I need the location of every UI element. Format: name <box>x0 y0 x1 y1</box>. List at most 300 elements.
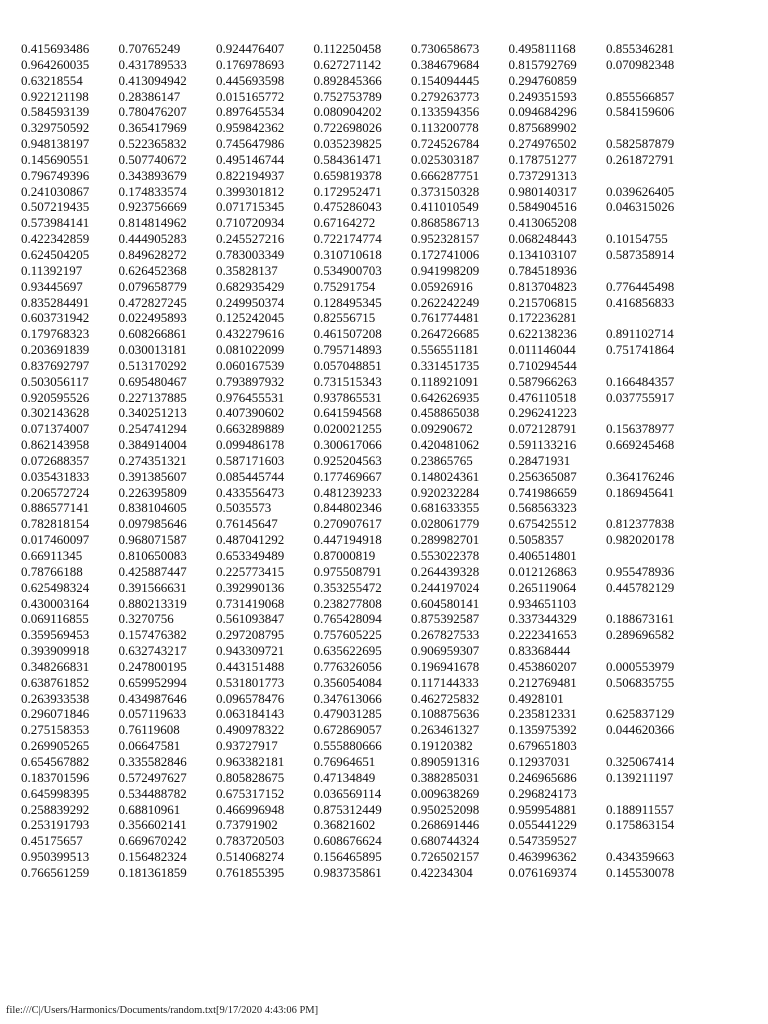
number-cell: 0.340251213 <box>118 405 187 421</box>
number-cell: 0.472827245 <box>118 294 187 310</box>
number-cell: 0.782818154 <box>21 516 90 532</box>
number-cell: 0.70765249 <box>118 41 181 56</box>
number-cell: 0.268691446 <box>411 817 480 833</box>
number-cell: 0.487041292 <box>216 532 285 548</box>
number-cell: 0.275158353 <box>21 722 90 738</box>
number-row <box>21 675 721 691</box>
number-cell: 0.561093847 <box>216 611 285 627</box>
number-cell: 0.347613066 <box>313 690 382 706</box>
number-cell: 0.012126863 <box>508 563 577 579</box>
number-cell: 0.072688357 <box>21 452 90 468</box>
number-cell: 0.982020178 <box>606 532 675 548</box>
page-footer: file:///C|/Users/Harmonics/Documents/random.txt[9/17/2020 4:43:06 PM] <box>6 1005 319 1016</box>
number-row <box>21 643 721 659</box>
number-cell: 0.046315026 <box>606 199 675 215</box>
number-cell: 0.36821602 <box>313 817 376 833</box>
number-cell: 0.261872791 <box>606 151 675 167</box>
number-cell: 0.812377838 <box>606 516 675 532</box>
number-cell: 0.249351593 <box>508 88 577 104</box>
number-cell: 0.128495345 <box>313 294 382 310</box>
number-cell: 0.069116855 <box>21 611 89 627</box>
number-cell: 0.125242045 <box>216 310 285 326</box>
number-row <box>21 516 721 532</box>
number-cell: 0.176978693 <box>216 56 285 72</box>
number-cell: 0.776326056 <box>313 658 382 674</box>
number-cell: 0.076169374 <box>508 864 577 880</box>
number-cell: 0.66911345 <box>21 548 83 563</box>
number-row <box>21 817 721 833</box>
number-cell: 0.663289889 <box>216 421 285 437</box>
number-cell: 0.068248443 <box>508 231 577 247</box>
number-cell: 0.680744324 <box>411 833 480 849</box>
number-cell: 0.45175657 <box>21 833 83 849</box>
number-cell: 0.587171603 <box>216 452 285 468</box>
number-cell: 0.300617066 <box>313 437 382 453</box>
number-cell: 0.626452368 <box>118 262 187 278</box>
number-cell: 0.805828675 <box>216 769 285 785</box>
number-cell: 0.466996948 <box>216 801 285 817</box>
number-row <box>21 865 721 881</box>
number-cell: 0.434987646 <box>118 690 187 706</box>
number-cell: 0.135975392 <box>508 722 577 738</box>
number-cell: 0.028061779 <box>411 516 480 532</box>
number-cell: 0.117144333 <box>411 674 479 690</box>
number-cell: 0.145690551 <box>21 151 90 167</box>
number-cell: 0.461507208 <box>313 326 382 342</box>
number-cell: 0.572497627 <box>118 769 187 785</box>
number-row <box>21 215 721 231</box>
number-cell: 0.950399513 <box>21 849 90 865</box>
number-cell: 0.297208795 <box>216 627 285 643</box>
number-cell: 0.172741006 <box>411 246 480 262</box>
number-cell: 0.659952994 <box>118 674 187 690</box>
number-cell: 0.212769481 <box>508 674 577 690</box>
number-cell: 0.547359527 <box>508 833 577 849</box>
number-cell: 0.037755917 <box>606 389 675 405</box>
number-cell: 0.348266831 <box>21 658 90 674</box>
number-cell: 0.262242249 <box>411 294 480 310</box>
number-cell: 0.000553979 <box>606 658 675 674</box>
number-cell: 0.203691839 <box>21 342 90 358</box>
number-cell: 0.183701596 <box>21 769 90 785</box>
number-cell: 0.83368444 <box>508 643 571 659</box>
number-cell: 0.244197024 <box>411 579 480 595</box>
number-cell: 0.731515343 <box>313 373 382 389</box>
number-cell: 0.514068274 <box>216 849 285 865</box>
number-cell: 0.188911557 <box>606 801 674 817</box>
number-cell: 0.751741864 <box>606 342 675 358</box>
number-cell: 0.625837129 <box>606 706 675 722</box>
number-cell: 0.722698026 <box>313 120 382 136</box>
number-cell: 0.573984141 <box>21 215 90 231</box>
number-row <box>21 706 721 722</box>
number-row <box>21 833 721 849</box>
number-cell: 0.75291754 <box>313 278 376 294</box>
number-row <box>21 691 721 707</box>
number-row <box>21 754 721 770</box>
number-cell: 0.264439328 <box>411 563 480 579</box>
number-cell: 0.513170292 <box>118 357 187 373</box>
number-row <box>21 358 721 374</box>
number-cell: 0.172236281 <box>508 310 577 326</box>
number-cell: 0.269905265 <box>21 738 90 754</box>
number-cell: 0.632743217 <box>118 643 187 659</box>
number-cell: 0.4928101 <box>508 690 564 706</box>
number-cell: 0.855566857 <box>606 88 675 104</box>
number-cell: 0.177469667 <box>313 468 382 484</box>
number-cell: 0.247800195 <box>118 658 187 674</box>
number-cell: 0.258839292 <box>21 801 90 817</box>
number-cell: 0.289696582 <box>606 627 675 643</box>
number-row <box>21 263 721 279</box>
number-cell: 0.263461327 <box>411 722 480 738</box>
number-cell: 0.081022099 <box>216 342 285 358</box>
number-cell: 0.892845366 <box>313 72 382 88</box>
number-cell: 0.296071846 <box>21 706 90 722</box>
number-cell: 0.983735861 <box>313 864 382 880</box>
number-cell: 0.722174774 <box>313 231 382 247</box>
number-cell: 0.976455531 <box>216 389 285 405</box>
number-cell: 0.531801773 <box>216 674 285 690</box>
number-cell: 0.948138197 <box>21 136 90 152</box>
number-cell: 0.796749396 <box>21 167 90 183</box>
number-cell: 0.264726685 <box>411 326 480 342</box>
number-row <box>21 421 721 437</box>
number-cell: 0.627271142 <box>313 56 382 72</box>
number-cell: 0.67164272 <box>313 215 376 231</box>
number-cell: 0.641594568 <box>313 405 382 421</box>
number-cell: 0.78766188 <box>21 563 83 579</box>
number-row <box>21 342 721 358</box>
number-cell: 0.862143958 <box>21 437 90 453</box>
number-row <box>21 279 721 295</box>
number-cell: 0.980140317 <box>508 183 577 199</box>
number-cell: 0.490978322 <box>216 722 285 738</box>
number-cell: 0.875689902 <box>508 120 577 136</box>
number-cell: 0.071715345 <box>216 199 285 215</box>
number-cell: 0.891102714 <box>606 326 674 342</box>
number-cell: 0.19120382 <box>411 738 473 754</box>
number-cell: 0.256365087 <box>508 468 577 484</box>
number-cell: 0.249950374 <box>216 294 285 310</box>
number-cell: 0.434359663 <box>606 849 675 865</box>
number-cell: 0.094684296 <box>508 104 577 120</box>
number-row <box>21 580 721 596</box>
number-cell: 0.011146044 <box>508 342 576 358</box>
number-cell: 0.950252098 <box>411 801 480 817</box>
number-cell: 0.039626405 <box>606 183 675 199</box>
number-cell: 0.310710618 <box>313 246 382 262</box>
number-cell: 0.296824173 <box>508 785 577 801</box>
number-cell: 0.072128791 <box>508 421 577 437</box>
number-cell: 0.10154755 <box>606 231 668 247</box>
number-cell: 0.765428094 <box>313 611 382 627</box>
number-cell: 0.73791902 <box>216 817 278 833</box>
number-cell: 0.776445498 <box>606 278 675 294</box>
number-cell: 0.844802346 <box>313 500 382 516</box>
number-cell: 0.906959307 <box>411 643 480 659</box>
number-row <box>21 405 721 421</box>
number-cell: 0.156465895 <box>313 849 382 865</box>
number-row <box>21 659 721 675</box>
number-cell: 0.335582846 <box>118 753 187 769</box>
number-cell: 0.813704823 <box>508 278 577 294</box>
number-cell: 0.63218554 <box>21 72 83 88</box>
number-cell: 0.222341653 <box>508 627 577 643</box>
number-cell: 0.055441229 <box>508 817 577 833</box>
number-cell: 0.365417969 <box>118 120 187 136</box>
number-cell: 0.23865765 <box>411 452 473 468</box>
number-cell: 0.780476207 <box>118 104 187 120</box>
number-cell: 0.325067414 <box>606 753 675 769</box>
number-cell: 0.603731942 <box>21 310 90 326</box>
number-row <box>21 295 721 311</box>
number-cell: 0.624504205 <box>21 246 90 262</box>
number-row <box>21 849 721 865</box>
number-cell: 0.556551181 <box>411 342 479 358</box>
number-cell: 0.741986659 <box>508 484 577 500</box>
number-cell: 0.783003349 <box>216 246 285 262</box>
number-cell: 0.810650083 <box>118 548 187 563</box>
number-row <box>21 184 721 200</box>
number-cell: 0.555880666 <box>313 738 382 754</box>
number-cell: 0.166484357 <box>606 373 675 389</box>
number-cell: 0.356602141 <box>118 817 187 833</box>
number-cell: 0.68810961 <box>118 801 181 817</box>
number-cell: 0.156482324 <box>118 849 187 865</box>
number-cell: 0.096578476 <box>216 690 285 706</box>
number-cell: 0.669245468 <box>606 437 675 453</box>
number-cell: 0.42234304 <box>411 864 473 880</box>
number-cell: 0.274351321 <box>118 452 187 468</box>
number-cell: 0.245527216 <box>216 231 285 247</box>
number-cell: 0.679651803 <box>508 738 577 754</box>
number-cell: 0.246965686 <box>508 769 577 785</box>
number-cell: 0.475286043 <box>313 199 382 215</box>
number-cell: 0.384679684 <box>411 56 480 72</box>
number-row <box>21 722 721 738</box>
number-row <box>21 786 721 802</box>
number-cell: 0.35828137 <box>216 262 278 278</box>
number-cell: 0.017460097 <box>21 532 90 548</box>
number-row <box>21 500 721 516</box>
number-cell: 0.5035573 <box>216 500 272 516</box>
number-cell: 0.522365832 <box>118 136 187 152</box>
number-cell: 0.669670242 <box>118 833 187 849</box>
number-cell: 0.730658673 <box>411 41 480 56</box>
number-cell: 0.356054084 <box>313 674 382 690</box>
number-cell: 0.241030867 <box>21 183 90 199</box>
number-cell: 0.503056117 <box>21 373 89 389</box>
number-cell: 0.635622695 <box>313 643 382 659</box>
number-cell: 0.675425512 <box>508 516 577 532</box>
number-cell: 0.682935429 <box>216 278 285 294</box>
number-row <box>21 611 721 627</box>
number-cell: 0.654567882 <box>21 753 90 769</box>
number-cell: 0.659819378 <box>313 167 382 183</box>
number-cell: 0.955478936 <box>606 563 675 579</box>
number-row <box>21 89 721 105</box>
number-cell: 0.181361859 <box>118 864 187 880</box>
number-cell: 0.420481062 <box>411 437 480 453</box>
number-cell: 0.413094942 <box>118 72 187 88</box>
number-row <box>21 310 721 326</box>
number-cell: 0.416856833 <box>606 294 675 310</box>
number-cell: 0.855346281 <box>606 41 675 56</box>
number-cell: 0.235812331 <box>508 706 577 722</box>
number-row <box>21 437 721 453</box>
number-cell: 0.642626935 <box>411 389 480 405</box>
number-cell: 0.097985646 <box>118 516 187 532</box>
number-row <box>21 738 721 754</box>
number-cell: 0.952328157 <box>411 231 480 247</box>
number-cell: 0.399301812 <box>216 183 285 199</box>
number-cell: 0.675317152 <box>216 785 285 801</box>
number-cell: 0.134103107 <box>508 246 577 262</box>
number-cell: 0.415693486 <box>21 41 90 56</box>
number-cell: 0.726502157 <box>411 849 480 865</box>
number-cell: 0.752753789 <box>313 88 382 104</box>
number-cell: 0.495811168 <box>508 41 576 56</box>
number-cell: 0.93727917 <box>216 738 278 754</box>
number-cell: 0.591133216 <box>508 437 577 453</box>
number-cell: 0.745647986 <box>216 136 285 152</box>
number-cell: 0.411010549 <box>411 199 479 215</box>
number-cell: 0.849628272 <box>118 246 187 262</box>
number-cell: 0.113200778 <box>411 120 479 136</box>
number-cell: 0.353255472 <box>313 579 382 595</box>
number-cell: 0.584159606 <box>606 104 675 120</box>
number-cell: 0.584904516 <box>508 199 577 215</box>
number-cell: 0.175863154 <box>606 817 675 833</box>
number-cell: 0.343893679 <box>118 167 187 183</box>
number-cell: 0.265119064 <box>508 579 577 595</box>
number-cell: 0.270907617 <box>313 516 382 532</box>
number-cell: 0.071374007 <box>21 421 90 437</box>
number-cell: 0.875392587 <box>411 611 480 627</box>
number-cell: 0.422342859 <box>21 231 90 247</box>
number-cell: 0.430003164 <box>21 595 90 611</box>
number-cell: 0.795714893 <box>313 342 382 358</box>
number-cell: 0.215706815 <box>508 294 577 310</box>
number-cell: 0.582587879 <box>606 136 675 152</box>
number-cell: 0.267827533 <box>411 627 480 643</box>
number-cell: 0.731419068 <box>216 595 285 611</box>
number-cell: 0.737291313 <box>508 167 577 183</box>
number-cell: 0.044620366 <box>606 722 675 738</box>
number-cell: 0.433556473 <box>216 484 285 500</box>
number-cell: 0.814814962 <box>118 215 187 231</box>
number-cell: 0.761855395 <box>216 864 285 880</box>
number-cell: 0.964260035 <box>21 56 90 72</box>
number-cell: 0.188673161 <box>606 611 675 627</box>
number-cell: 0.835284491 <box>21 294 90 310</box>
number-row <box>21 57 721 73</box>
number-cell: 0.393909918 <box>21 643 90 659</box>
number-cell: 0.506835755 <box>606 674 675 690</box>
number-cell: 0.289982701 <box>411 532 480 548</box>
number-cell: 0.587358914 <box>606 246 675 262</box>
number-cell: 0.406514801 <box>508 548 577 563</box>
number-cell: 0.12937031 <box>508 753 571 769</box>
number-cell: 0.227137885 <box>118 389 187 405</box>
number-cell: 0.445693598 <box>216 72 285 88</box>
number-cell: 0.413065208 <box>508 215 577 231</box>
number-cell: 0.710294544 <box>508 357 577 373</box>
number-cell: 0.923756669 <box>118 199 187 215</box>
number-cell: 0.784518936 <box>508 262 577 278</box>
number-cell: 0.890591316 <box>411 753 480 769</box>
number-cell: 0.015165772 <box>216 88 285 104</box>
number-cell: 0.444905283 <box>118 231 187 247</box>
number-cell: 0.196941678 <box>411 658 480 674</box>
number-cell: 0.186945641 <box>606 484 675 500</box>
number-cell: 0.82556715 <box>313 310 376 326</box>
number-cell: 0.534488782 <box>118 785 187 801</box>
number-cell: 0.922121198 <box>21 88 89 104</box>
number-cell: 0.3270756 <box>118 611 174 627</box>
number-cell: 0.294760859 <box>508 72 577 88</box>
number-cell: 0.009638269 <box>411 785 480 801</box>
number-cell: 0.025303187 <box>411 151 480 167</box>
number-cell: 0.757605225 <box>313 627 382 643</box>
number-cell: 0.035431833 <box>21 468 90 484</box>
number-row <box>21 41 721 57</box>
number-cell: 0.507740672 <box>118 151 187 167</box>
number-cell: 0.666287751 <box>411 167 480 183</box>
number-cell: 0.458865038 <box>411 405 480 421</box>
number-cell: 0.453860207 <box>508 658 577 674</box>
number-cell: 0.587966263 <box>508 373 577 389</box>
number-cell: 0.133594356 <box>411 104 480 120</box>
number-cell: 0.238277808 <box>313 595 382 611</box>
number-cell: 0.28386147 <box>118 88 181 104</box>
number-cell: 0.695480467 <box>118 373 187 389</box>
number-cell: 0.625498324 <box>21 579 90 595</box>
number-row <box>21 136 721 152</box>
number-cell: 0.296241223 <box>508 405 577 421</box>
number-cell: 0.145530078 <box>606 864 675 880</box>
number-row <box>21 152 721 168</box>
number-cell: 0.653349489 <box>216 548 285 563</box>
number-cell: 0.206572724 <box>21 484 90 500</box>
number-cell: 0.157476382 <box>118 627 187 643</box>
number-row <box>21 802 721 818</box>
number-row <box>21 168 721 184</box>
number-cell: 0.584361471 <box>313 151 382 167</box>
number-cell: 0.060167539 <box>216 357 285 373</box>
number-cell: 0.099486178 <box>216 437 285 453</box>
number-cell: 0.925204563 <box>313 452 382 468</box>
number-row <box>21 596 721 612</box>
number-cell: 0.534900703 <box>313 262 382 278</box>
number-cell: 0.447194918 <box>313 532 382 548</box>
number-cell: 0.963382181 <box>216 753 285 769</box>
number-cell: 0.476110518 <box>508 389 577 405</box>
number-cell: 0.030013181 <box>118 342 187 358</box>
number-row <box>21 120 721 136</box>
number-cell: 0.179768323 <box>21 326 90 342</box>
number-cell: 0.941998209 <box>411 262 480 278</box>
number-cell: 0.425887447 <box>118 563 187 579</box>
number-cell: 0.76119608 <box>118 722 180 738</box>
number-cell: 0.622138236 <box>508 326 577 342</box>
number-row <box>21 485 721 501</box>
number-cell: 0.897645534 <box>216 104 285 120</box>
number-row <box>21 231 721 247</box>
number-cell: 0.93445697 <box>21 278 83 294</box>
number-cell: 0.838104605 <box>118 500 187 516</box>
